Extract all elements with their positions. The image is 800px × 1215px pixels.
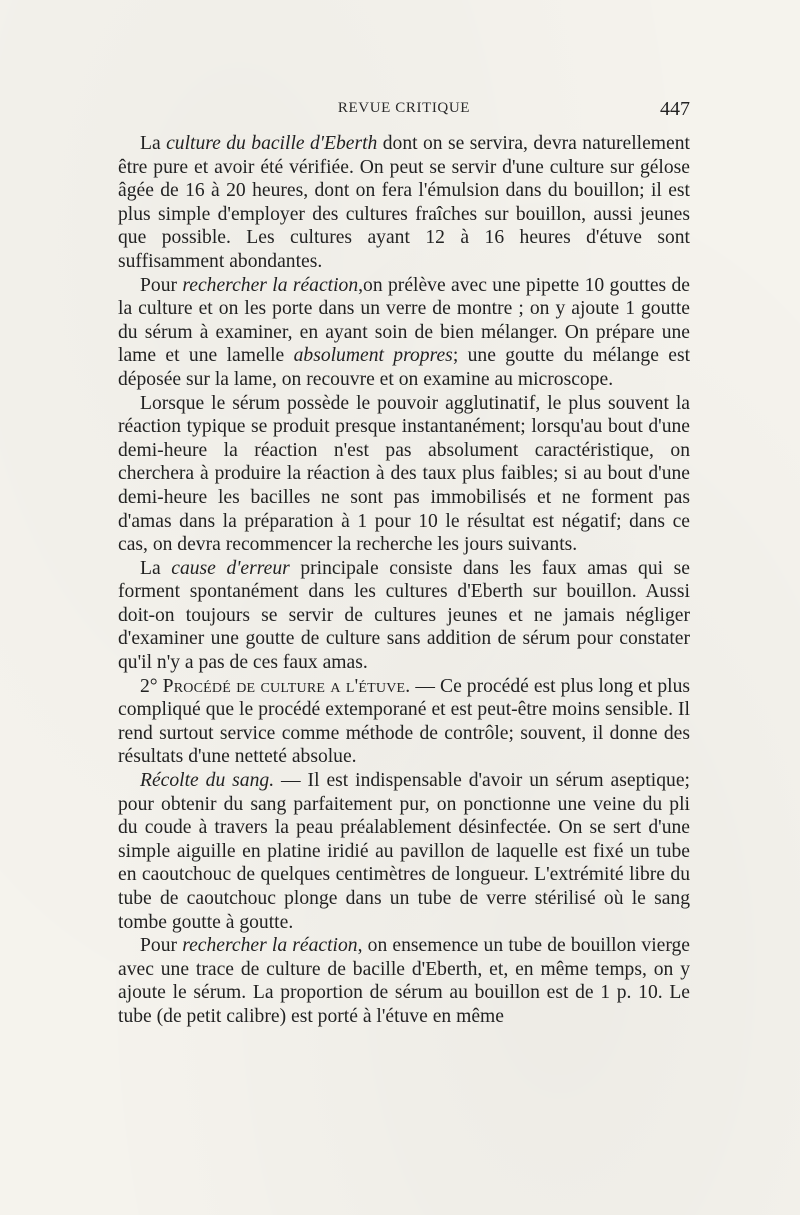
section-heading: Procédé de culture a l'étuve.	[162, 675, 411, 697]
text-run: — Ce procédé est plus long et plus compliqué que le procédé extemporané et est peut-être moins sensible. Il rend surtout service comme méthode de contrôle; souvent, il donne des résultats d'une netteté absolue.	[118, 675, 691, 768]
paragraph	[118, 557, 690, 675]
page-header	[118, 100, 690, 130]
paragraph	[118, 274, 690, 392]
text-run: La	[140, 557, 172, 579]
page-number: 447	[660, 98, 690, 120]
text-run: Pour	[140, 274, 183, 296]
text-run: ; une goutte du mélange est déposée sur la lame, on recouvre et on examine au microscope.	[118, 345, 691, 390]
text-run: Lorsque le sérum possède le pouvoir agglutinatif, le plus souvent la réaction typique se produit presque instantanément; lorsqu'au bout d'une demi-heure la réaction n'est pas absolument caractéristique, on cherchera à produire la réaction à des taux plus faibles; si au bout d'une demi-heure les bacilles ne sont pas immobilisés et ne forment pas d'amas dans la préparation à 1 pour 10 le résultat est négatif; dans ce cas, on devra recommencer la recherche les jours suivants.	[118, 392, 690, 556]
paragraph	[118, 675, 690, 769]
text-run: , on ensemence un tube de bouillon vierge avec une trace de culture de bacille d'Eberth, et, en même temps, on y ajoute le sérum. La proportion de sérum au bouillon est de 1 p. 10. Le tube (de petit calibre) est porté à l'étuve en même	[118, 935, 690, 1027]
italic-run: cause d'erreur	[171, 557, 290, 579]
paragraph	[118, 392, 690, 557]
text-run: La	[140, 133, 167, 154]
paragraph	[118, 132, 690, 274]
text-run: Pour	[140, 935, 183, 957]
text-run: ,on prélève avec une pipette 10 gouttes de la culture et on les porte dans un verre de montre ; on y ajoute 1 goutte du sérum à examiner, en ayant soin de bien mélanger. On prépare une lame et une lamelle	[118, 274, 690, 367]
paragraph	[118, 934, 690, 1028]
text-run: principale consiste dans les faux amas qui se forment spontanément dans les cultures d'Eberth sur bouillon. Aussi doit-on toujours se servir de cultures jeunes et ne jamais négliger d'examiner une goutte de culture sans addition de sérum pour constater qu'il n'y a pas de ces faux amas.	[118, 557, 690, 674]
paragraph	[118, 769, 690, 934]
running-title: REVUE CRITIQUE	[337, 100, 471, 116]
italic-run: rechercher la réaction	[182, 935, 358, 957]
italic-run: absolument propres	[293, 345, 453, 367]
body-text	[118, 132, 690, 1029]
italic-run: culture du bacille d'Eberth	[166, 133, 378, 154]
italic-run: rechercher la réaction	[182, 274, 359, 296]
text-run: — Il est indispensable d'avoir un sérum aseptique; pour obtenir du sang parfaitement pur, on ponctionne une veine du pli du coude à travers la peau préalablement désinfectée. On se sert d'une simple aiguille en platine iridié au pavillon de laquelle est fixé un tube en caoutchouc de quelques centimètres de longueur. L'extrémité libre du tube de caoutchouc plonge dans un tube de verre stérilisé où le sang tombe goutte à goutte.	[118, 770, 690, 933]
italic-run: Récolte du sang.	[140, 770, 275, 792]
text-run: 2°	[140, 675, 163, 697]
text-run: dont on se servira, devra naturellement être pure et avoir été vérifiée. On peut se servir d'une culture sur gélose âgée de 16 à 20 heures, dont on fera l'émulsion dans du bouillon; il est plus simple d'employer des cultures fraîches sur bouillon, aussi jeunes que possible. Les cultures ayant 12 à 16 heures d'étuve sont suffisamment abondantes.	[118, 133, 690, 272]
